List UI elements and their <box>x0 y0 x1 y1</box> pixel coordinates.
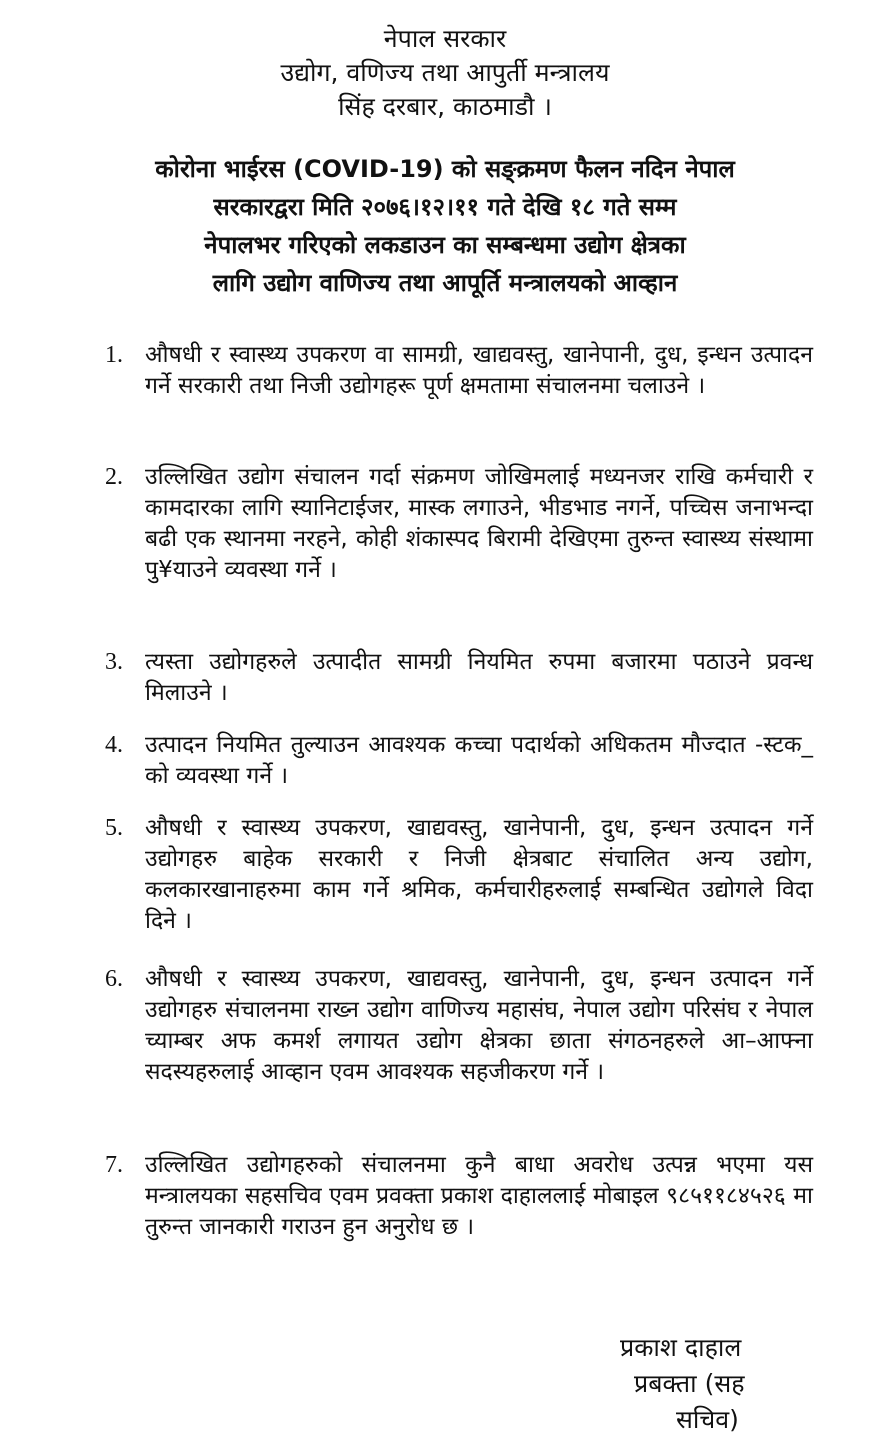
government-name: नेपाल सरकार <box>383 24 507 53</box>
list-item <box>105 1150 815 1243</box>
list-item-number: 6. <box>105 966 123 992</box>
list-item-number: 4. <box>105 732 123 758</box>
list-item <box>105 730 815 792</box>
signature-block <box>620 1330 820 1438</box>
list-item <box>105 813 815 937</box>
ministry-address: सिंह दरबार, काठमाडौ । <box>338 92 552 121</box>
title-line-2: सरकारद्वरा मिति २०७६।१२।११ गते देखि १८ गते सम्म <box>213 193 677 221</box>
letterhead <box>0 22 890 124</box>
document-title <box>60 150 830 302</box>
list-item <box>105 964 815 1088</box>
signatory-title: प्रबक्ता (सह <box>634 1369 745 1398</box>
list-item <box>105 647 815 709</box>
list-item-text: उल्लिखित उद्योग संचालन गर्दा संक्रमण जोखिमलाई मध्यनजर राखि कर्मचारी र कामदारका लागि स्यानिटाईजर, मास्क लगाउने, भीडभाड नगर्ने, पच्चिस जनाभन्दा बढी एक स्थानमा नरहने, कोही शंकास्पद बिरामी देखिएमा तुरुन्त स्वास्थ्य संस्थामा पु¥याउने व्यवस्था गर्ने । <box>145 464 813 583</box>
list-item-number: 5. <box>105 815 123 841</box>
list-item-text: औषधी र स्वास्थ्य उपकरण वा सामग्री, खाद्यवस्तु, खानेपानी, दुध, इन्धन उत्पादन गर्ने सरकारी तथा निजी उद्योगहरू पूर्ण क्षमतामा संचालनमा चलाउने । <box>145 342 813 399</box>
list-item-number: 3. <box>105 649 123 675</box>
list-item-number: 1. <box>105 342 123 368</box>
title-line-1: कोरोना भाईरस (COVID-19) को सङ्क्रमण फैलन नदिन नेपाल <box>155 155 735 183</box>
list-item <box>105 462 815 586</box>
ministry-name: उद्योग, वणिज्य तथा आपुर्ती मन्त्रालय <box>280 58 610 87</box>
title-line-4: लागि उद्योग वाणिज्य तथा आपूर्ति मन्त्रालयको आव्हान <box>212 269 678 297</box>
list-item-number: 7. <box>105 1152 123 1178</box>
list-item <box>105 340 815 402</box>
list-item-text: औषधी र स्वास्थ्य उपकरण, खाद्यवस्तु, खानेपानी, दुध, इन्धन उत्पादन गर्ने उद्योगहरु संचालनमा राख्न उद्योग वाणिज्य महासंघ, नेपाल उद्योग परिसंघ र नेपाल च्याम्बर अफ कमर्श लगायत उद्योग क्षेत्रका छाता संगठनहरुले आ–आफ्ना सदस्यहरुलाई आव्हान एवम आवश्यक सहजीकरण गर्ने । <box>145 966 813 1085</box>
title-line-3: नेपालभर गरिएको लकडाउन का सम्बन्धमा उद्योग क्षेत्रका <box>204 231 686 259</box>
signatory-title-cont: सचिव) <box>676 1405 739 1434</box>
list-item-number: 2. <box>105 464 123 490</box>
list-item-text: उल्लिखित उद्योगहरुको संचालनमा कुनै बाधा अवरोध उत्पन्न भएमा यस मन्त्रालयका सहसचिव एवम प्रवक्ता प्रकाश दाहाललाई मोबाइल ९८५११८४५२६ मा तुरुन्त जानकारी गराउन हुन अनुरोध छ । <box>145 1152 813 1240</box>
list-item-text: उत्पादन नियमित तुल्याउन आवश्यक कच्चा पदार्थको अधिकतम मौज्दात -स्टक_ को व्यवस्था गर्ने । <box>145 732 813 789</box>
list-item-text: त्यस्ता उद्योगहरुले उत्पादीत सामग्री नियमित रुपमा बजारमा पठाउने प्रवन्ध मिलाउने । <box>145 649 813 706</box>
signatory-name: प्रकाश दाहाल <box>620 1333 742 1362</box>
list-item-text: औषधी र स्वास्थ्य उपकरण, खाद्यवस्तु, खानेपानी, दुध, इन्धन उत्पादन गर्ने उद्योगहरु बाहेक सरकारी र निजी क्षेत्रबाट संचालित अन्य उद्योग, कलकारखानाहरुमा काम गर्ने श्रमिक, कर्मचारीहरुलाई सम्बन्धित उद्योगले विदा दिने । <box>145 815 813 934</box>
